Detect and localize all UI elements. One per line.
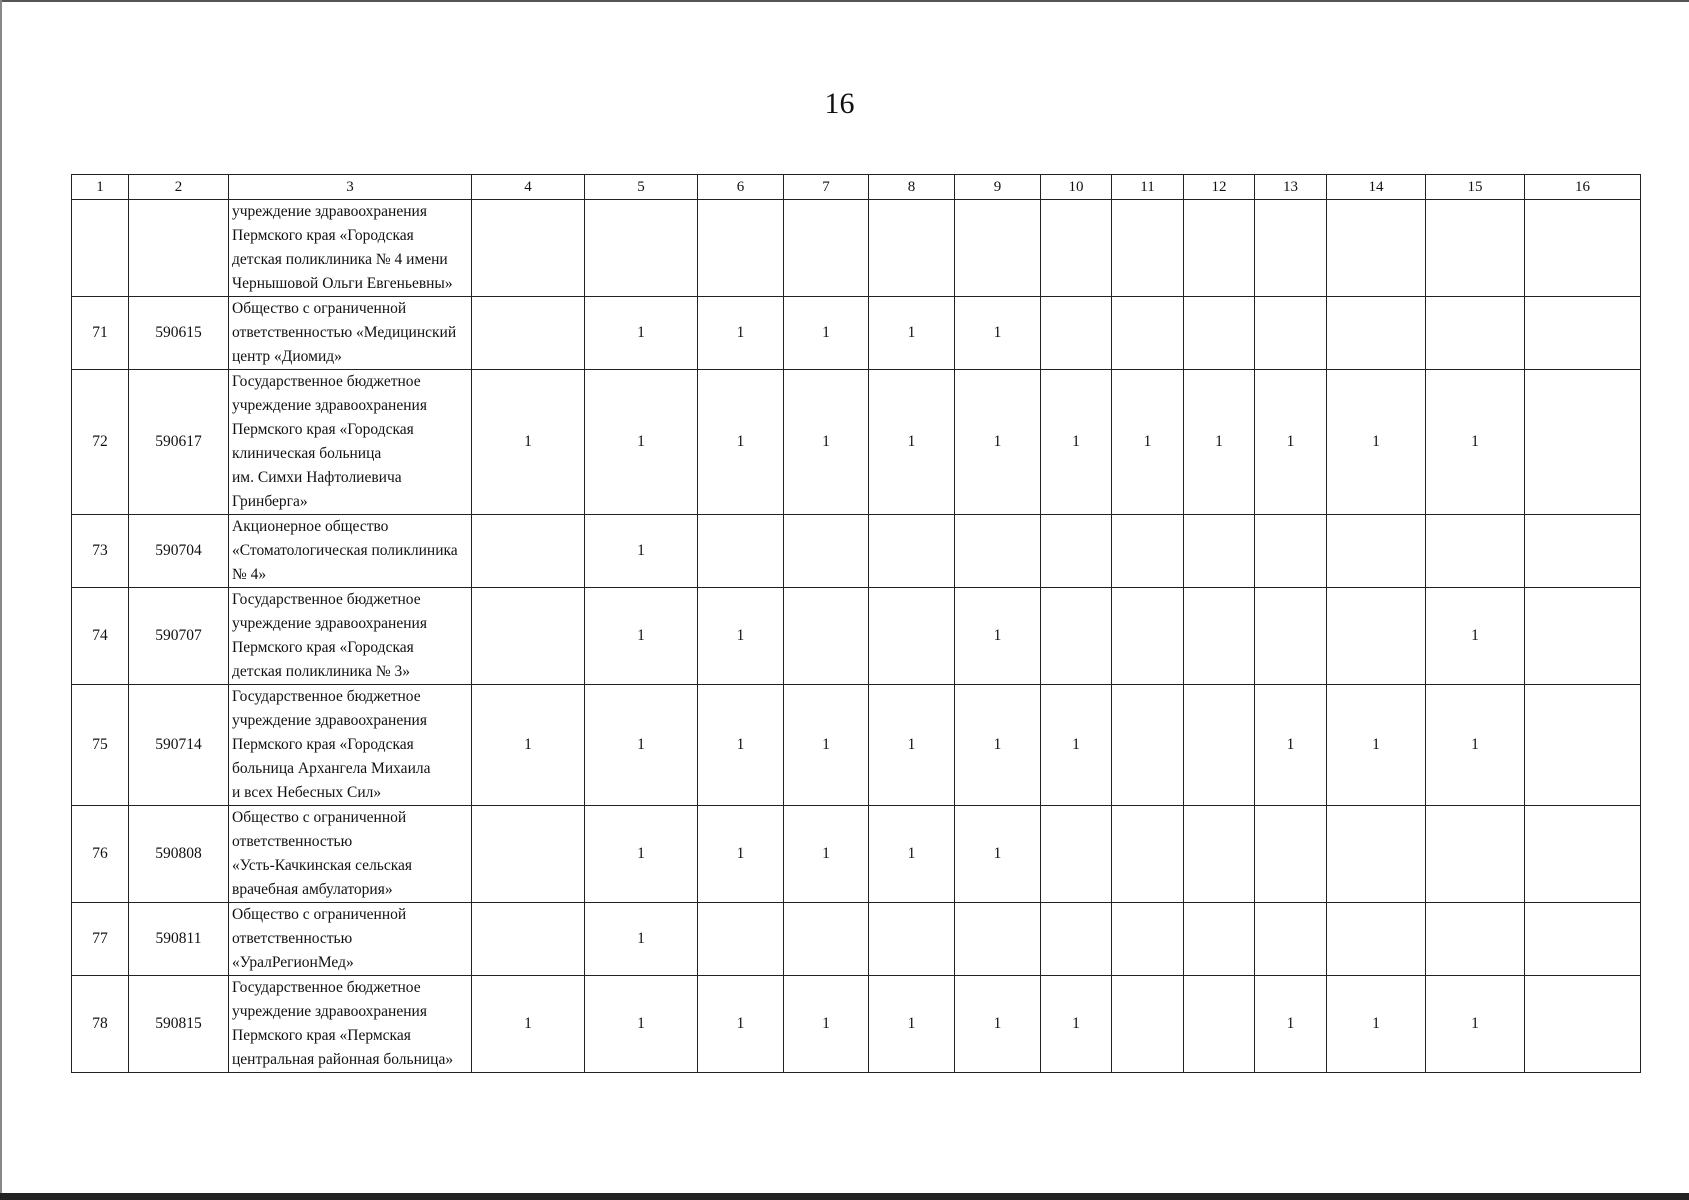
mark-cell-col-10 <box>1041 297 1112 370</box>
mark-cell-col-15: 1 <box>1426 370 1525 515</box>
mark-cell-col-5: 1 <box>585 370 698 515</box>
mark-cell-col-12 <box>1184 903 1255 976</box>
mark-cell-col-12 <box>1184 200 1255 297</box>
mark-cell-col-7 <box>784 200 869 297</box>
mark-cell-col-9: 1 <box>955 806 1041 903</box>
organization-name-line: и всех Небесных Сил» <box>232 784 382 801</box>
organization-name-line: врачебная амбулатория» <box>232 881 393 898</box>
mark-cell-col-9 <box>955 515 1041 588</box>
organization-name-line: Гринберга» <box>232 493 308 510</box>
mark-cell-col-10 <box>1041 806 1112 903</box>
mark-cell-col-15: 1 <box>1426 976 1525 1073</box>
data-table <box>71 174 1641 1073</box>
table-row <box>72 370 1641 515</box>
organization-name-cell <box>229 200 472 297</box>
mark-cell-col-4: 1 <box>472 976 585 1073</box>
mark-cell-col-13 <box>1255 588 1327 685</box>
organization-name-line: Государственное бюджетное <box>232 591 421 608</box>
table-row <box>72 806 1641 903</box>
organization-name-line: учреждение здравоохранения <box>232 203 427 220</box>
organization-name-line: ответственностью «Медицинский <box>232 324 457 341</box>
mark-cell-col-5: 1 <box>585 685 698 806</box>
mark-cell-col-5: 1 <box>585 588 698 685</box>
mark-cell-col-12 <box>1184 515 1255 588</box>
mark-cell-col-7 <box>784 515 869 588</box>
organization-name-line: Государственное бюджетное <box>232 373 421 390</box>
table-row <box>72 297 1641 370</box>
organization-name-line: Государственное бюджетное <box>232 688 421 705</box>
mark-cell-col-4 <box>472 588 585 685</box>
organization-name-line: Пермского края «Городская <box>232 736 414 753</box>
organization-name-line: Государственное бюджетное <box>232 979 421 996</box>
page-border-bottom <box>0 1193 1689 1200</box>
mark-cell-col-10 <box>1041 200 1112 297</box>
mark-cell-col-6: 1 <box>698 588 784 685</box>
mark-cell-col-10: 1 <box>1041 370 1112 515</box>
mark-cell-col-14: 1 <box>1327 685 1426 806</box>
column-header: 15 <box>1426 175 1525 200</box>
mark-cell-col-8 <box>869 588 955 685</box>
mark-cell-col-6 <box>698 200 784 297</box>
mark-cell-col-7: 1 <box>784 370 869 515</box>
mark-cell-col-13 <box>1255 515 1327 588</box>
registry-code-cell: 590617 <box>129 370 229 515</box>
mark-cell-col-11 <box>1112 903 1184 976</box>
registry-code-cell: 590811 <box>129 903 229 976</box>
organization-name-cell <box>229 515 472 588</box>
mark-cell-col-4: 1 <box>472 685 585 806</box>
mark-cell-col-8: 1 <box>869 297 955 370</box>
organization-name-line: учреждение здравоохранения <box>232 615 427 632</box>
mark-cell-col-11 <box>1112 806 1184 903</box>
mark-cell-col-4 <box>472 515 585 588</box>
table-row <box>72 976 1641 1073</box>
mark-cell-col-5: 1 <box>585 903 698 976</box>
mark-cell-col-11 <box>1112 200 1184 297</box>
column-header: 12 <box>1184 175 1255 200</box>
column-header: 2 <box>129 175 229 200</box>
registry-code-cell: 590808 <box>129 806 229 903</box>
mark-cell-col-12 <box>1184 297 1255 370</box>
organization-name-line: ответственностью <box>232 833 353 850</box>
mark-cell-col-10 <box>1041 903 1112 976</box>
row-number-cell: 76 <box>72 806 129 903</box>
mark-cell-col-13: 1 <box>1255 370 1327 515</box>
mark-cell-col-16 <box>1525 685 1641 806</box>
organization-name-line: Общество с ограниченной <box>232 300 407 317</box>
mark-cell-col-13 <box>1255 200 1327 297</box>
mark-cell-col-7: 1 <box>784 806 869 903</box>
registry-code-cell: 590704 <box>129 515 229 588</box>
organization-name-cell <box>229 903 472 976</box>
organization-name-line: им. Симхи Нафтолиевича <box>232 469 402 486</box>
registry-code-cell: 590815 <box>129 976 229 1073</box>
mark-cell-col-6: 1 <box>698 685 784 806</box>
mark-cell-col-9: 1 <box>955 685 1041 806</box>
mark-cell-col-14 <box>1327 515 1426 588</box>
organization-name-line: учреждение здравоохранения <box>232 1003 427 1020</box>
organization-name-cell <box>229 685 472 806</box>
mark-cell-col-13: 1 <box>1255 976 1327 1073</box>
column-header: 4 <box>472 175 585 200</box>
mark-cell-col-16 <box>1525 297 1641 370</box>
mark-cell-col-16 <box>1525 200 1641 297</box>
mark-cell-col-10: 1 <box>1041 685 1112 806</box>
mark-cell-col-14 <box>1327 297 1426 370</box>
registry-code-cell: 590615 <box>129 297 229 370</box>
mark-cell-col-14 <box>1327 200 1426 297</box>
row-number-cell: 77 <box>72 903 129 976</box>
mark-cell-col-6 <box>698 903 784 976</box>
mark-cell-col-9: 1 <box>955 588 1041 685</box>
mark-cell-col-14 <box>1327 903 1426 976</box>
mark-cell-col-16 <box>1525 370 1641 515</box>
mark-cell-col-7: 1 <box>784 976 869 1073</box>
column-header: 8 <box>869 175 955 200</box>
mark-cell-col-15 <box>1426 200 1525 297</box>
mark-cell-col-13 <box>1255 297 1327 370</box>
mark-cell-col-7: 1 <box>784 297 869 370</box>
row-number-cell <box>72 200 129 297</box>
organization-name-line: «Стоматологическая поликлиника <box>232 542 458 559</box>
mark-cell-col-7 <box>784 903 869 976</box>
organization-name-line: центральная районная больница» <box>232 1051 454 1068</box>
registry-code-cell <box>129 200 229 297</box>
mark-cell-col-11 <box>1112 588 1184 685</box>
column-header: 3 <box>229 175 472 200</box>
mark-cell-col-14 <box>1327 588 1426 685</box>
organization-name-line: Акционерное общество <box>232 518 389 535</box>
table-body <box>72 200 1641 1073</box>
mark-cell-col-9: 1 <box>955 297 1041 370</box>
organization-name-line: ответственностью <box>232 930 353 947</box>
mark-cell-col-6 <box>698 515 784 588</box>
page-number: 16 <box>824 87 855 120</box>
mark-cell-col-8 <box>869 515 955 588</box>
mark-cell-col-5 <box>585 200 698 297</box>
mark-cell-col-5: 1 <box>585 976 698 1073</box>
mark-cell-col-9: 1 <box>955 976 1041 1073</box>
mark-cell-col-11: 1 <box>1112 370 1184 515</box>
mark-cell-col-12: 1 <box>1184 370 1255 515</box>
mark-cell-col-16 <box>1525 515 1641 588</box>
mark-cell-col-16 <box>1525 976 1641 1073</box>
mark-cell-col-8: 1 <box>869 370 955 515</box>
organization-name-cell <box>229 588 472 685</box>
organization-name-line: «УралРегионМед» <box>232 954 354 971</box>
mark-cell-col-13 <box>1255 903 1327 976</box>
mark-cell-col-6: 1 <box>698 370 784 515</box>
registry-code-cell: 590707 <box>129 588 229 685</box>
mark-cell-col-13: 1 <box>1255 685 1327 806</box>
mark-cell-col-14: 1 <box>1327 370 1426 515</box>
row-number-cell: 74 <box>72 588 129 685</box>
column-header: 13 <box>1255 175 1327 200</box>
table-row <box>72 515 1641 588</box>
mark-cell-col-12 <box>1184 806 1255 903</box>
mark-cell-col-11 <box>1112 685 1184 806</box>
mark-cell-col-6: 1 <box>698 297 784 370</box>
mark-cell-col-11 <box>1112 515 1184 588</box>
mark-cell-col-12 <box>1184 976 1255 1073</box>
mark-cell-col-8: 1 <box>869 806 955 903</box>
mark-cell-col-12 <box>1184 685 1255 806</box>
organization-name-line: Общество с ограниченной <box>232 906 407 923</box>
mark-cell-col-11 <box>1112 976 1184 1073</box>
mark-cell-col-10 <box>1041 588 1112 685</box>
mark-cell-col-16 <box>1525 903 1641 976</box>
mark-cell-col-15 <box>1426 515 1525 588</box>
organization-name-line: клиническая больница <box>232 445 382 462</box>
mark-cell-col-7: 1 <box>784 685 869 806</box>
column-header: 5 <box>585 175 698 200</box>
mark-cell-col-10: 1 <box>1041 976 1112 1073</box>
header-row <box>72 175 1641 200</box>
mark-cell-col-9 <box>955 200 1041 297</box>
column-header: 16 <box>1525 175 1641 200</box>
organization-name-cell <box>229 297 472 370</box>
mark-cell-col-12 <box>1184 588 1255 685</box>
mark-cell-col-4: 1 <box>472 370 585 515</box>
mark-cell-col-4 <box>472 200 585 297</box>
mark-cell-col-5: 1 <box>585 806 698 903</box>
column-header: 1 <box>72 175 129 200</box>
mark-cell-col-4 <box>472 903 585 976</box>
row-number-cell: 71 <box>72 297 129 370</box>
mark-cell-col-15 <box>1426 297 1525 370</box>
mark-cell-col-14: 1 <box>1327 976 1426 1073</box>
organization-name-cell <box>229 976 472 1073</box>
column-header: 7 <box>784 175 869 200</box>
mark-cell-col-5: 1 <box>585 515 698 588</box>
mark-cell-col-15 <box>1426 806 1525 903</box>
column-header: 9 <box>955 175 1041 200</box>
organization-name-line: больница Архангела Михаила <box>232 760 431 777</box>
mark-cell-col-9: 1 <box>955 370 1041 515</box>
organization-name-line: учреждение здравоохранения <box>232 712 427 729</box>
mark-cell-col-14 <box>1327 806 1426 903</box>
row-number-cell: 72 <box>72 370 129 515</box>
organization-name-line: «Усть-Качкинская сельская <box>232 857 413 874</box>
registry-code-cell: 590714 <box>129 685 229 806</box>
organization-name-line: Чернышовой Ольги Евгеньевны» <box>232 275 453 292</box>
mark-cell-col-6: 1 <box>698 806 784 903</box>
mark-cell-col-15: 1 <box>1426 588 1525 685</box>
mark-cell-col-8 <box>869 200 955 297</box>
mark-cell-col-15 <box>1426 903 1525 976</box>
column-header: 6 <box>698 175 784 200</box>
organization-name-line: центр «Диомид» <box>232 348 342 365</box>
page-border-top <box>0 0 1689 2</box>
mark-cell-col-15: 1 <box>1426 685 1525 806</box>
column-header: 14 <box>1327 175 1426 200</box>
organization-name-line: Пермского края «Пермская <box>232 1027 411 1044</box>
organization-name-line: Общество с ограниченной <box>232 809 407 826</box>
table-row <box>72 588 1641 685</box>
organization-name-line: учреждение здравоохранения <box>232 397 427 414</box>
mark-cell-col-4 <box>472 297 585 370</box>
organization-name-cell <box>229 370 472 515</box>
mark-cell-col-9 <box>955 903 1041 976</box>
mark-cell-col-7 <box>784 588 869 685</box>
mark-cell-col-16 <box>1525 806 1641 903</box>
mark-cell-col-8 <box>869 903 955 976</box>
mark-cell-col-13 <box>1255 806 1327 903</box>
table-row <box>72 903 1641 976</box>
mark-cell-col-8: 1 <box>869 976 955 1073</box>
organization-name-line: детская поликлиника № 4 имени <box>232 251 448 268</box>
mark-cell-col-6: 1 <box>698 976 784 1073</box>
table-row <box>72 200 1641 297</box>
organization-name-line: Пермского края «Городская <box>232 639 414 656</box>
mark-cell-col-8: 1 <box>869 685 955 806</box>
row-number-cell: 75 <box>72 685 129 806</box>
column-header: 10 <box>1041 175 1112 200</box>
row-number-cell: 78 <box>72 976 129 1073</box>
mark-cell-col-16 <box>1525 588 1641 685</box>
mark-cell-col-11 <box>1112 297 1184 370</box>
organization-name-line: Пермского края «Городская <box>232 227 414 244</box>
organization-name-line: № 4» <box>232 566 267 583</box>
organization-name-line: детская поликлиника № 3» <box>232 663 411 680</box>
organization-name-cell <box>229 806 472 903</box>
table-row <box>72 685 1641 806</box>
mark-cell-col-4 <box>472 806 585 903</box>
row-number-cell: 73 <box>72 515 129 588</box>
column-header: 11 <box>1112 175 1184 200</box>
organization-name-line: Пермского края «Городская <box>232 421 414 438</box>
page-border-left <box>0 0 2 1200</box>
mark-cell-col-10 <box>1041 515 1112 588</box>
mark-cell-col-5: 1 <box>585 297 698 370</box>
